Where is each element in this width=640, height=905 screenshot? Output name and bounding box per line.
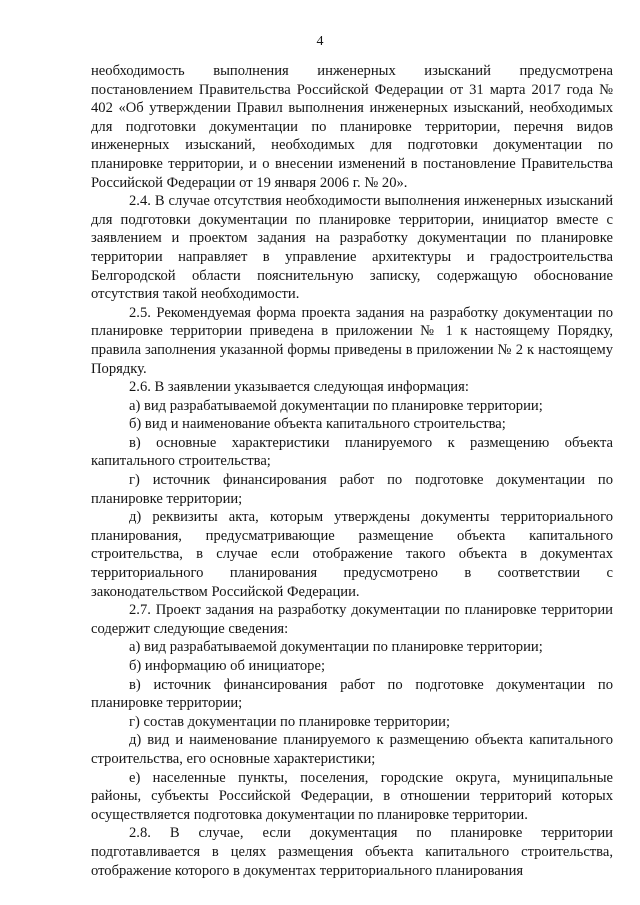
list-item-2-6-v: в) основные характеристики планируемого к размещению объекта капитального строительства; — [91, 434, 613, 470]
paragraph-2-8: 2.8. В случае, если документация по планировке территории подготавливается в целях размещения объекта капитального строительства, отображение которого в документах территориального планирования — [91, 825, 613, 879]
paragraph-2-5: 2.5. Рекомендуемая форма проекта задания на разработку документации по планировке территории приведена в приложении № 1 к настоящему Порядку, правила заполнения указанной формы приведены в приложении № 2 к настоящему Порядку. — [91, 304, 613, 377]
list-item-2-6-b: б) вид и наименование объекта капитального строительства; — [129, 416, 506, 433]
list-item-2-7-e: е) населенные пункты, поселения, городские округа, муниципальные районы, субъекты Российской Федерации, в отношении территорий которых осуществляется подготовка документации по планировке территории. — [91, 769, 613, 823]
list-item-2-7-a: а) вид разрабатываемой документации по планировке территории; — [129, 639, 543, 656]
document-body — [91, 62, 613, 880]
list-item-2-6-a: а) вид разрабатываемой документации по планировке территории; — [129, 397, 543, 414]
list-item-2-7-d: д) вид и наименование планируемого к размещению объекта капитального строительства, его основные характеристики; — [91, 732, 613, 767]
list-item-2-6-d: д) реквизиты акта, которым утверждены документы территориального планирования, предусматривающие размещение объекта капитального строительства, в случае если отображение такого объекта в документах территориального планирования предусмотрено в соответствии с законодательством Российской Федерации. — [91, 509, 613, 600]
paragraph-2-7: 2.7. Проект задания на разработку документации по планировке территории содержит следующие сведения: — [91, 602, 613, 637]
list-item-2-6-g: г) источник финансирования работ по подготовке документации по планировке территории; — [91, 472, 613, 507]
page-number: 4 — [316, 34, 324, 49]
list-item-2-7-v: в) источник финансирования работ по подготовке документации по планировке территории; — [91, 676, 613, 712]
list-item-2-7-b: б) информацию об инициаторе; — [129, 658, 325, 674]
paragraph-continuation: необходимость выполнения инженерных изысканий предусмотрена постановлением Правительства Российской Федерации от 31 марта 2017 года № 402 «Об утверждении Правил выполнения инженерных изысканий, необходимых для подготовки документации по планировке территории, перечня видов инженерных изысканий, необходимых для подготовки документации по планировке территории, и о внесении изменений в постановление Правительства Российской Федерации от 19 января 2006 г. № 20». — [91, 63, 613, 191]
list-item-2-7-g: г) состав документации по планировке территории; — [129, 713, 451, 730]
paragraph-2-6: 2.6. В заявлении указывается следующая информация: — [129, 379, 469, 396]
paragraph-2-4: 2.4. В случае отсутствия необходимости выполнения инженерных изысканий для подготовки документации по планировке территории, инициатор вместе с заявлением и проектом задания на разработку документации по планировке территории направляет в управление архитектуры и градостроительства Белгородской области пояснительную записку, содержащую обоснование отсутствия такой необходимости. — [91, 193, 613, 303]
